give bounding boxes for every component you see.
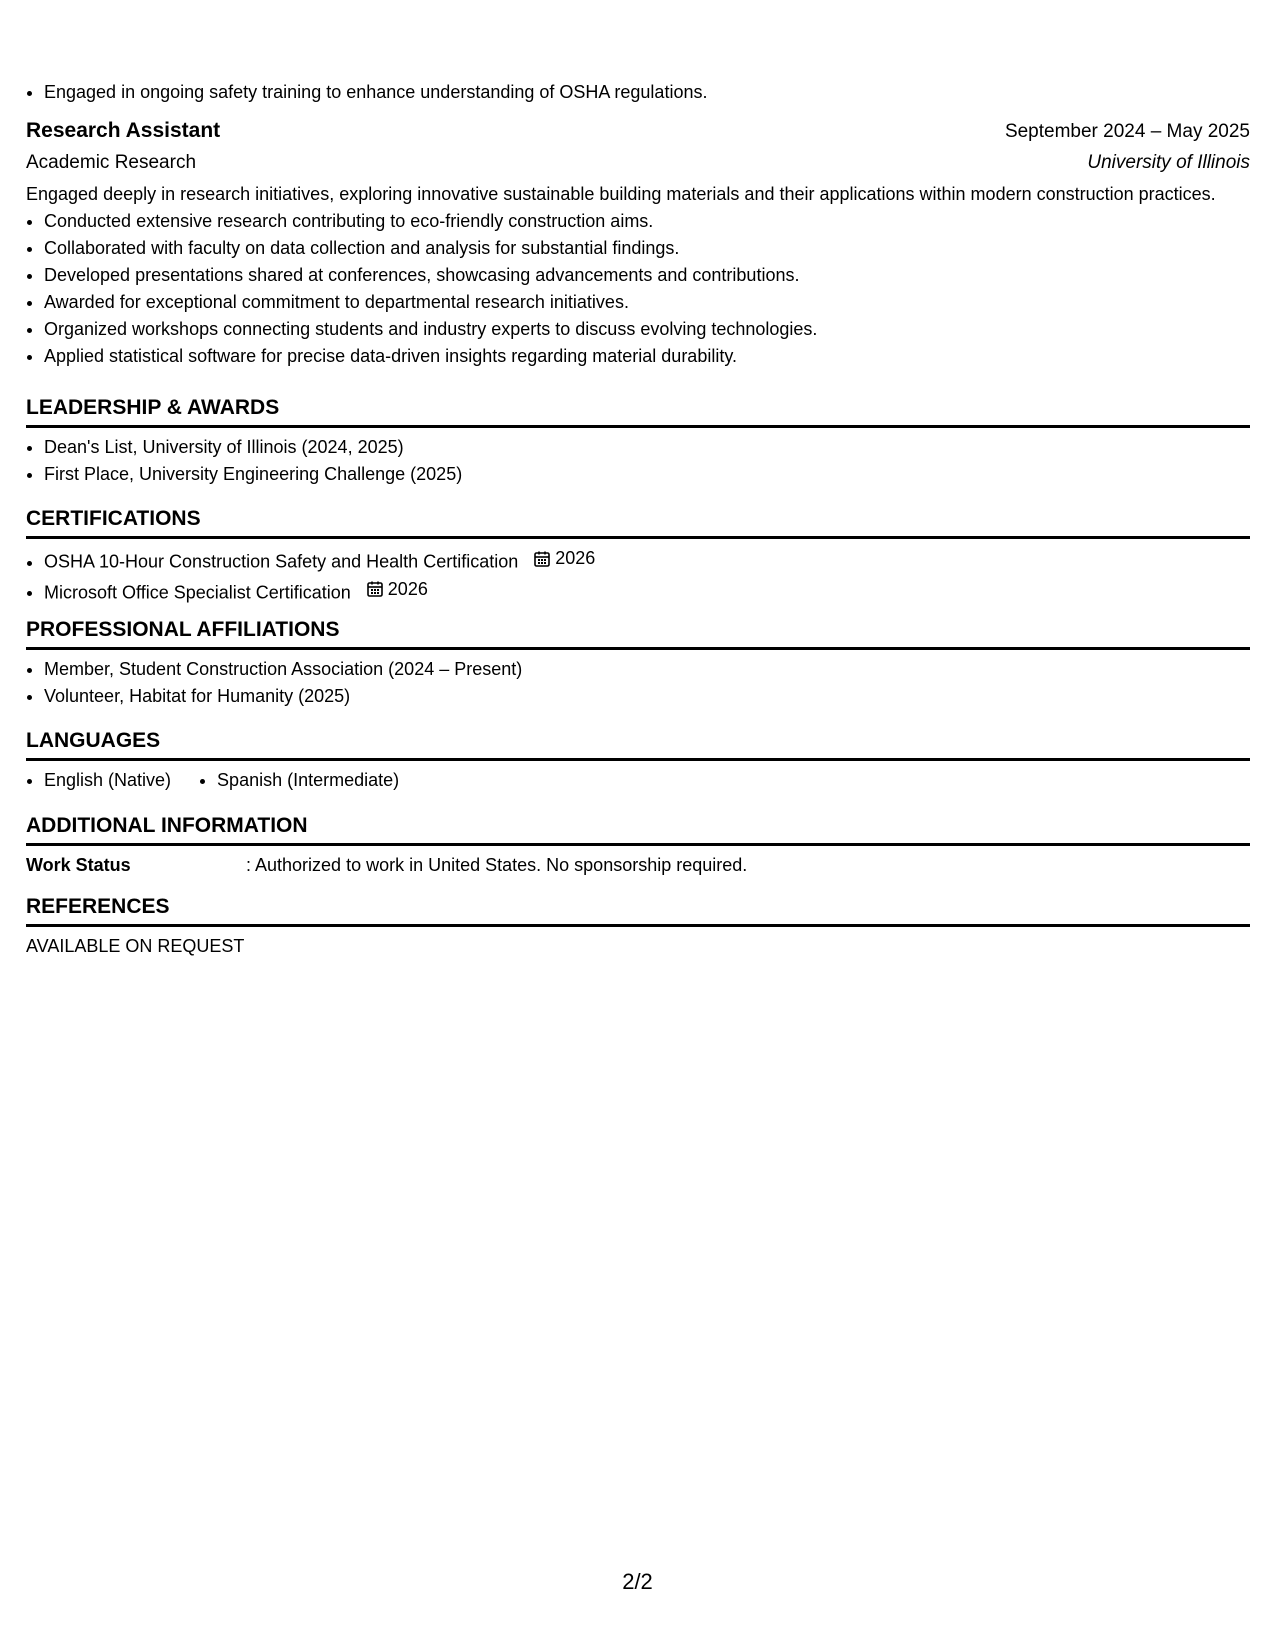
work-status-value: : Authorized to work in United States. No sponsorship required. [246,855,748,875]
section-heading: LEADERSHIP & AWARDS [26,393,1250,428]
list-item: • Conducted extensive research contributing to eco-friendly construction aims. [44,208,1250,235]
work-status-row [26,852,1250,878]
list-item: • Spanish (Intermediate) [217,767,399,794]
list-item: • Applied statistical software for precise data-driven insights regarding material durability. [44,343,1250,370]
job-title: Research Assistant [26,119,221,142]
section-languages [26,726,1250,794]
job-header-row [26,116,1250,147]
job-bullet-list [26,208,1250,370]
page-number: 2/2 [622,1569,653,1594]
list-item: • Dean's List, University of Illinois (2024, 2025) [44,434,1250,461]
section-heading: LANGUAGES [26,726,1250,761]
certification-name: Microsoft Office Specialist Certification [44,582,351,602]
list-item: • First Place, University Engineering Challenge (2025) [44,461,1250,488]
calendar-icon [533,550,551,568]
job-organization: Academic Research [26,152,197,173]
section-leadership-awards [26,393,1250,488]
job-institution: University of Illinois [1087,152,1250,173]
section-certifications [26,504,1250,606]
certification-year: 2026 [555,548,596,568]
references-text: AVAILABLE ON REQUEST [26,936,245,956]
certification-year: 2026 [387,578,428,599]
list-item [44,576,1250,607]
list-item: • Collaborated with faculty on data collection and analysis for substantial findings. [44,235,1250,262]
work-status-label: Work Status [26,855,131,875]
section-heading: ADDITIONAL INFORMATION [26,811,1250,846]
list-item: • Volunteer, Habitat for Humanity (2025) [44,683,1250,710]
calendar-icon [366,580,384,598]
certification-date [533,545,595,572]
list-item: • Awarded for exceptional commitment to departmental research initiatives. [44,289,1250,316]
certifications-list [26,545,1250,606]
experience-entry-research-assistant [26,116,1250,370]
list-item [44,545,1250,576]
languages-list [26,767,1250,794]
list-item: • Member, Student Construction Association (2024 – Present) [44,656,1250,683]
list-item: • Engaged in ongoing safety training to enhance understanding of OSHA regulations. [44,79,1268,106]
section-heading: REFERENCES [26,892,1250,927]
awards-list [26,434,1250,488]
certification-name: OSHA 10-Hour Construction Safety and Health Certification [44,551,519,572]
list-item: • Organized workshops connecting students and industry experts to discuss evolving technologies. [44,316,1250,343]
job-subheader-row [26,147,1250,179]
section-additional-information [26,811,1250,878]
section-heading: CERTIFICATIONS [26,504,1250,539]
carryover-bullet-list [26,79,1268,106]
list-item: • Developed presentations shared at conferences, showcasing advancements and contributions. [44,262,1250,289]
section-professional-affiliations [26,615,1250,710]
certification-date [366,576,428,603]
section-references [26,892,1250,959]
job-summary: Engaged deeply in research initiatives, exploring innovative sustainable building materials and their applications within modern construction practices. [26,184,1216,204]
job-dates: September 2024 – May 2025 [1004,121,1250,142]
list-item: • English (Native) [44,767,171,794]
section-heading: PROFESSIONAL AFFILIATIONS [26,615,1250,650]
affiliations-list [26,656,1250,710]
